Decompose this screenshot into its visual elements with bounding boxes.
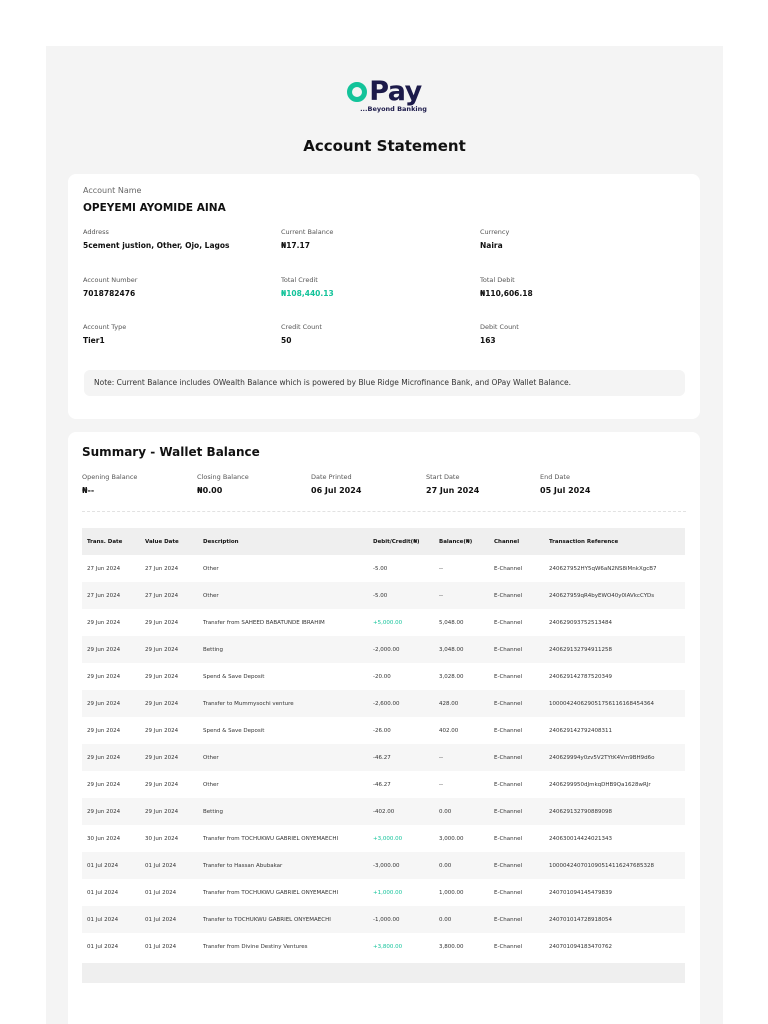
cell-balance: 0.00 bbox=[439, 862, 452, 869]
opay-logo bbox=[46, 76, 723, 113]
summary-card bbox=[68, 432, 700, 1024]
currency-value: Naira bbox=[480, 241, 503, 250]
cell-description: Other bbox=[203, 781, 219, 788]
cell-balance: 0.00 bbox=[439, 916, 452, 923]
cell-value-date: 29 Jun 2024 bbox=[145, 781, 179, 788]
total-debit-label: Total Debit bbox=[480, 276, 515, 284]
cell-debit-credit: -46.27 bbox=[373, 781, 391, 788]
cell-reference: 240629132794911258 bbox=[549, 646, 612, 653]
end-date-value: 05 Jul 2024 bbox=[540, 486, 591, 495]
cell-channel: E-Channel bbox=[494, 673, 523, 680]
cell-trans-date: 27 Jun 2024 bbox=[87, 592, 121, 599]
cell-trans-date: 01 Jul 2024 bbox=[87, 943, 119, 950]
account-number-label: Account Number bbox=[83, 276, 138, 284]
cell-trans-date: 29 Jun 2024 bbox=[87, 808, 121, 815]
cell-reference: 240701094145479839 bbox=[549, 889, 612, 896]
cell-trans-date: 29 Jun 2024 bbox=[87, 754, 121, 761]
cell-balance: 3,800.00 bbox=[439, 943, 464, 950]
account-number-field bbox=[83, 276, 137, 298]
table-row bbox=[82, 906, 685, 933]
cell-channel: E-Channel bbox=[494, 592, 523, 599]
address-label: Address bbox=[83, 228, 109, 236]
cell-value-date: 27 Jun 2024 bbox=[145, 592, 179, 599]
total-debit-value: ₦110,606.18 bbox=[480, 289, 533, 298]
cell-trans-date: 29 Jun 2024 bbox=[87, 700, 121, 707]
table-header bbox=[82, 528, 685, 555]
cell-channel: E-Channel bbox=[494, 889, 523, 896]
account-type-label: Account Type bbox=[83, 323, 127, 331]
cell-description: Transfer from TOCHUKWU GABRIEL ONYEMAECHI bbox=[203, 835, 339, 842]
cell-value-date: 29 Jun 2024 bbox=[145, 754, 179, 761]
cell-balance: 402.00 bbox=[439, 727, 459, 734]
cell-reference: 100004240629051756116168454364 bbox=[549, 700, 654, 707]
currency-label: Currency bbox=[480, 228, 510, 236]
cell-channel: E-Channel bbox=[494, 646, 523, 653]
end-date-field bbox=[540, 473, 590, 495]
cell-channel: E-Channel bbox=[494, 565, 523, 572]
table-row bbox=[82, 636, 685, 663]
cell-reference: 2406299950dJmkqDHB9Qa1628wRJr bbox=[549, 781, 651, 788]
cell-value-date: 29 Jun 2024 bbox=[145, 673, 179, 680]
cell-trans-date: 30 Jun 2024 bbox=[87, 835, 121, 842]
table-row bbox=[82, 582, 685, 609]
table-body bbox=[82, 555, 685, 960]
cell-description: Spend & Save Deposit bbox=[203, 673, 265, 680]
table-row bbox=[82, 555, 685, 582]
account-name-label: Account Name bbox=[83, 186, 142, 195]
cell-balance: 5,048.00 bbox=[439, 619, 464, 626]
cell-balance: 428.00 bbox=[439, 700, 459, 707]
cell-balance: 3,048.00 bbox=[439, 646, 464, 653]
cell-description: Other bbox=[203, 754, 219, 761]
cell-reference: 240629142792408311 bbox=[549, 727, 612, 734]
start-date-value: 27 Jun 2024 bbox=[426, 486, 480, 495]
cell-reference: 240627952HY5qW6aN2NS8iMnkXgcB7 bbox=[549, 565, 657, 572]
cell-balance: -- bbox=[439, 592, 443, 599]
date-printed-field bbox=[311, 473, 361, 495]
transactions-table bbox=[82, 528, 685, 960]
cell-channel: E-Channel bbox=[494, 700, 523, 707]
header-reference: Transaction Reference bbox=[549, 538, 619, 545]
cell-description: Other bbox=[203, 592, 219, 599]
cell-reference: 240630014424021343 bbox=[549, 835, 612, 842]
cell-value-date: 29 Jun 2024 bbox=[145, 808, 179, 815]
address-value: 5cement justion, Other, Ojo, Lagos bbox=[83, 241, 230, 250]
cell-channel: E-Channel bbox=[494, 808, 523, 815]
header-description: Description bbox=[203, 538, 239, 545]
table-row bbox=[82, 663, 685, 690]
logo-tagline: ...Beyond Banking bbox=[360, 105, 427, 113]
logo-wordmark: Pay bbox=[369, 76, 422, 107]
cell-reference: 240629093752513484 bbox=[549, 619, 612, 626]
cell-trans-date: 27 Jun 2024 bbox=[87, 565, 121, 572]
table-row bbox=[82, 933, 685, 960]
table-footer-bar bbox=[82, 963, 685, 983]
header-value-date: Value Date bbox=[145, 538, 179, 545]
cell-value-date: 01 Jul 2024 bbox=[145, 916, 177, 923]
cell-reference: 100004240701090514116247685328 bbox=[549, 862, 654, 869]
cell-description: Transfer from SAHEED BABATUNDE IBRAHIM bbox=[203, 619, 325, 626]
cell-description: Transfer from TOCHUKWU GABRIEL ONYEMAECHI bbox=[203, 889, 339, 896]
debit-count-value: 163 bbox=[480, 336, 496, 345]
current-balance-field bbox=[281, 228, 333, 250]
cell-debit-credit: -26.00 bbox=[373, 727, 391, 734]
cell-trans-date: 29 Jun 2024 bbox=[87, 727, 121, 734]
cell-debit-credit: +3,800.00 bbox=[373, 943, 403, 950]
table-row bbox=[82, 771, 685, 798]
account-info-card bbox=[68, 174, 700, 419]
cell-trans-date: 01 Jul 2024 bbox=[87, 889, 119, 896]
cell-balance: 3,000.00 bbox=[439, 835, 464, 842]
credit-count-label: Credit Count bbox=[281, 323, 322, 331]
total-credit-value: ₦108,440.13 bbox=[281, 289, 334, 298]
cell-trans-date: 29 Jun 2024 bbox=[87, 781, 121, 788]
statement-page bbox=[46, 46, 723, 1024]
start-date-field bbox=[426, 473, 479, 495]
cell-value-date: 30 Jun 2024 bbox=[145, 835, 179, 842]
cell-reference: 240629142787520349 bbox=[549, 673, 612, 680]
cell-balance: 1,000.00 bbox=[439, 889, 464, 896]
account-type-value: Tier1 bbox=[83, 336, 105, 345]
date-printed-label: Date Printed bbox=[311, 473, 352, 481]
opening-balance-label: Opening Balance bbox=[82, 473, 138, 481]
cell-description: Betting bbox=[203, 808, 223, 815]
debit-count-field bbox=[480, 323, 519, 345]
table-row bbox=[82, 879, 685, 906]
cell-value-date: 01 Jul 2024 bbox=[145, 889, 177, 896]
cell-value-date: 01 Jul 2024 bbox=[145, 862, 177, 869]
cell-channel: E-Channel bbox=[494, 754, 523, 761]
cell-debit-credit: -1,000.00 bbox=[373, 916, 400, 923]
total-credit-label: Total Credit bbox=[281, 276, 318, 284]
opay-logo-icon bbox=[347, 82, 367, 102]
cell-debit-credit: -402.00 bbox=[373, 808, 395, 815]
cell-debit-credit: -2,000.00 bbox=[373, 646, 400, 653]
cell-debit-credit: +1,000.00 bbox=[373, 889, 403, 896]
cell-reference: 240627959qR4byEWO40y0lAVkcCYDs bbox=[549, 592, 655, 599]
cell-debit-credit: -20.00 bbox=[373, 673, 391, 680]
cell-channel: E-Channel bbox=[494, 916, 523, 923]
cell-value-date: 27 Jun 2024 bbox=[145, 565, 179, 572]
currency-field bbox=[480, 228, 509, 250]
cell-value-date: 01 Jul 2024 bbox=[145, 943, 177, 950]
account-name: OPEYEMI AYOMIDE AINA bbox=[83, 202, 226, 214]
table-row bbox=[82, 609, 685, 636]
cell-trans-date: 01 Jul 2024 bbox=[87, 862, 119, 869]
opening-balance-value: ₦-- bbox=[82, 486, 95, 495]
cell-description: Transfer from Divine Destiny Ventures bbox=[203, 943, 308, 950]
header-trans-date: Trans. Date bbox=[87, 538, 123, 545]
cell-channel: E-Channel bbox=[494, 619, 523, 626]
cell-channel: E-Channel bbox=[494, 727, 523, 734]
summary-title: Summary - Wallet Balance bbox=[82, 445, 260, 459]
cell-channel: E-Channel bbox=[494, 943, 523, 950]
cell-reference: 240629994y0zv5V2TYtK4Vm9BH9d6o bbox=[549, 754, 655, 761]
cell-value-date: 29 Jun 2024 bbox=[145, 727, 179, 734]
cell-description: Betting bbox=[203, 646, 223, 653]
opening-balance-field bbox=[82, 473, 137, 495]
cell-balance: 0.00 bbox=[439, 808, 452, 815]
cell-channel: E-Channel bbox=[494, 781, 523, 788]
header-channel: Channel bbox=[494, 538, 520, 545]
cell-debit-credit: -3,000.00 bbox=[373, 862, 400, 869]
table-row bbox=[82, 717, 685, 744]
current-balance-label: Current Balance bbox=[281, 228, 334, 236]
cell-trans-date: 29 Jun 2024 bbox=[87, 673, 121, 680]
table-row bbox=[82, 852, 685, 879]
cell-debit-credit: -5.00 bbox=[373, 565, 388, 572]
table-row bbox=[82, 825, 685, 852]
cell-channel: E-Channel bbox=[494, 835, 523, 842]
cell-description: Transfer to Hassan Abubakar bbox=[203, 862, 283, 869]
cell-description: Spend & Save Deposit bbox=[203, 727, 265, 734]
account-number-value: 7018782476 bbox=[83, 289, 136, 298]
date-printed-value: 06 Jul 2024 bbox=[311, 486, 362, 495]
cell-debit-credit: -5.00 bbox=[373, 592, 388, 599]
table-row bbox=[82, 690, 685, 717]
cell-channel: E-Channel bbox=[494, 862, 523, 869]
summary-divider bbox=[82, 511, 686, 512]
closing-balance-label: Closing Balance bbox=[197, 473, 249, 481]
total-debit-field bbox=[480, 276, 533, 298]
balance-note: Note: Current Balance includes OWealth Balance which is powered by Blue Ridge Microfinance Bank, and OPay Wallet Balance. bbox=[84, 370, 685, 396]
cell-trans-date: 29 Jun 2024 bbox=[87, 619, 121, 626]
cell-value-date: 29 Jun 2024 bbox=[145, 646, 179, 653]
cell-value-date: 29 Jun 2024 bbox=[145, 619, 179, 626]
start-date-label: Start Date bbox=[426, 473, 460, 481]
cell-reference: 240701014728918054 bbox=[549, 916, 612, 923]
closing-balance-value: ₦0.00 bbox=[197, 486, 223, 495]
cell-description: Transfer to Mummysochi venture bbox=[203, 700, 294, 707]
cell-balance: -- bbox=[439, 754, 443, 761]
credit-count-value: 50 bbox=[281, 336, 292, 345]
cell-debit-credit: -46.27 bbox=[373, 754, 391, 761]
cell-debit-credit: +3,000.00 bbox=[373, 835, 403, 842]
account-type-field bbox=[83, 323, 126, 345]
cell-description: Other bbox=[203, 565, 219, 572]
header-balance: Balance(₦) bbox=[439, 538, 473, 545]
closing-balance-field bbox=[197, 473, 249, 495]
cell-balance: -- bbox=[439, 565, 443, 572]
total-credit-field bbox=[281, 276, 334, 298]
cell-trans-date: 01 Jul 2024 bbox=[87, 916, 119, 923]
page-title: Account Statement bbox=[303, 137, 466, 155]
cell-trans-date: 29 Jun 2024 bbox=[87, 646, 121, 653]
credit-count-field bbox=[281, 323, 322, 345]
header-debit-credit: Debit/Credit(₦) bbox=[373, 538, 420, 545]
cell-balance: 3,028.00 bbox=[439, 673, 464, 680]
end-date-label: End Date bbox=[540, 473, 570, 481]
debit-count-label: Debit Count bbox=[480, 323, 519, 331]
table-row bbox=[82, 798, 685, 825]
address-field bbox=[83, 228, 230, 250]
cell-debit-credit: +5,000.00 bbox=[373, 619, 403, 626]
cell-balance: -- bbox=[439, 781, 443, 788]
cell-value-date: 29 Jun 2024 bbox=[145, 700, 179, 707]
cell-reference: 240629132790889098 bbox=[549, 808, 612, 815]
cell-description: Transfer to TOCHUKWU GABRIEL ONYEMAECHI bbox=[203, 916, 331, 923]
cell-reference: 240701094183470762 bbox=[549, 943, 612, 950]
cell-debit-credit: -2,600.00 bbox=[373, 700, 400, 707]
current-balance-value: ₦17.17 bbox=[281, 241, 310, 250]
table-row bbox=[82, 744, 685, 771]
